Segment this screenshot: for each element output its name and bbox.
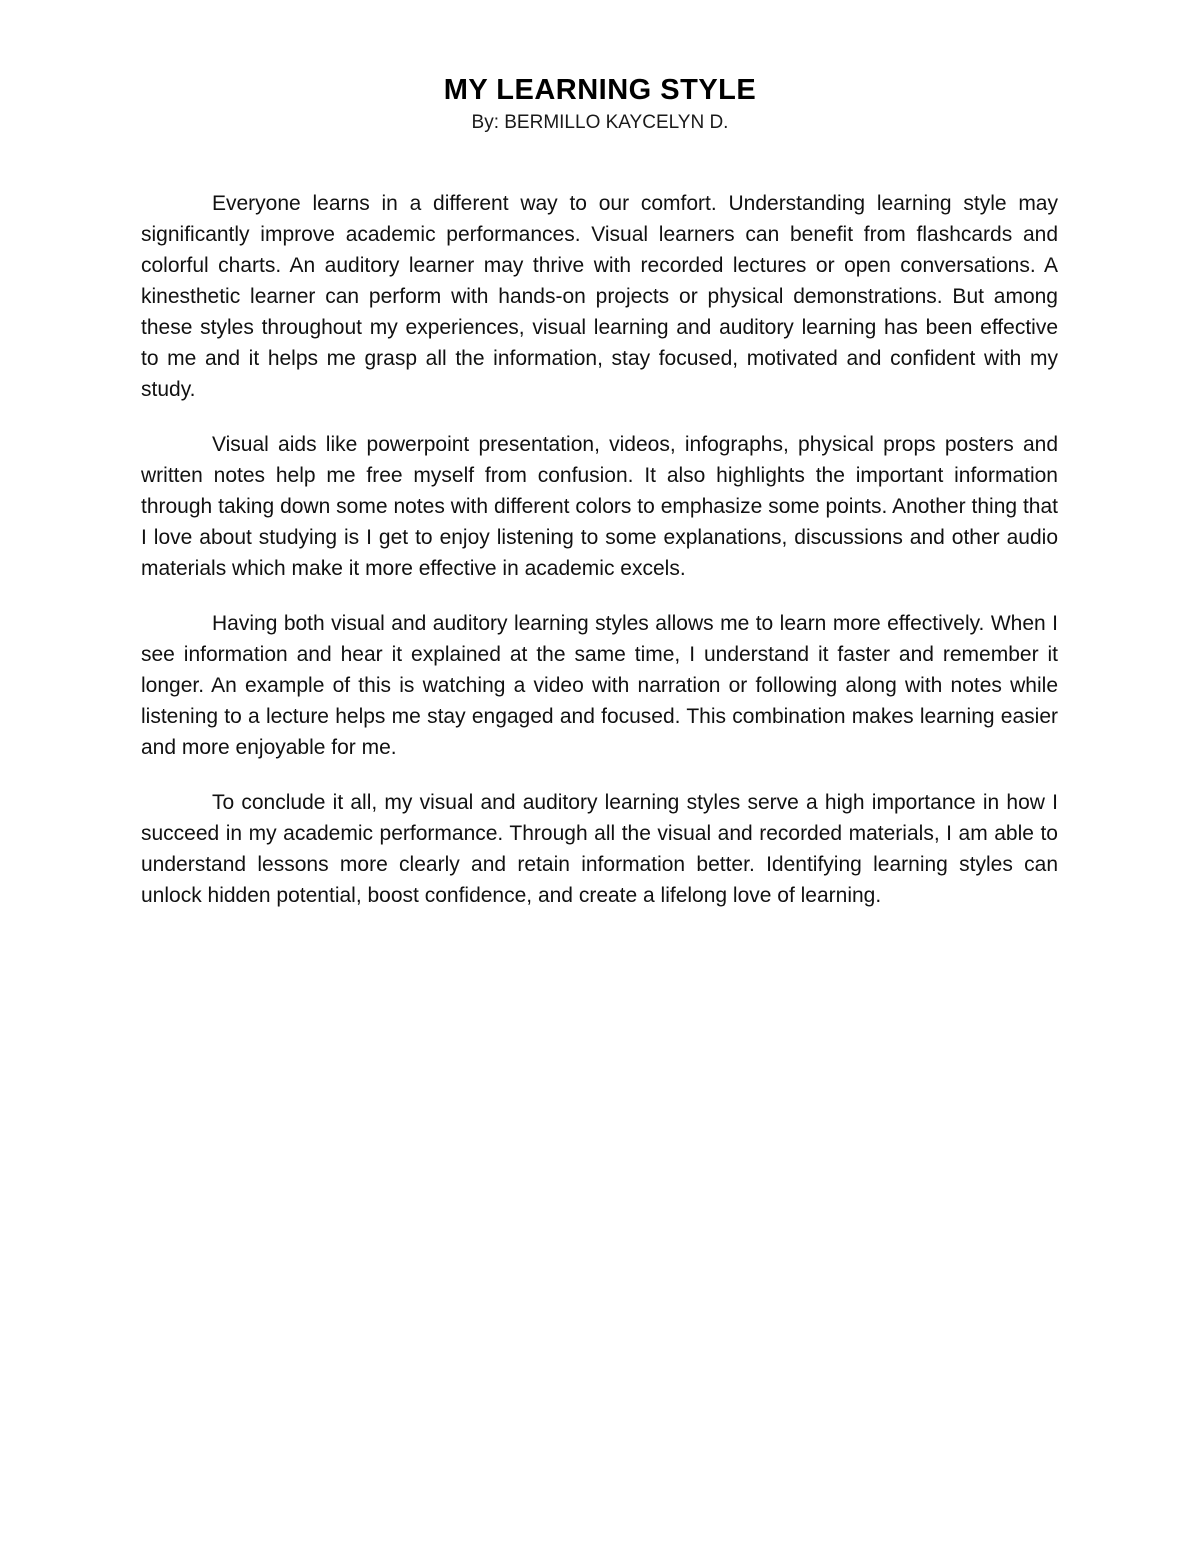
paragraph-2: Visual aids like powerpoint presentation, videos, infographs, physical props posters and written notes help me free myself from confusion. It also highlights the important information through taking down some notes with different colors to emphasize some points. Another thing that I love about studying is I get to enjoy listening to some explanations, discussions and other audio materials which make it more effective in academic excels. xyxy=(141,433,1058,580)
paragraph-4: To conclude it all, my visual and auditory learning styles serve a high importance in how I succeed in my academic performance. Through all the visual and recorded materials, I am able to understand lessons more clearly and retain information better. Identifying learning styles can unlock hidden potential, boost confidence, and create a lifelong love of learning. xyxy=(141,791,1058,907)
paragraph-3: Having both visual and auditory learning styles allows me to learn more effectively. When I see information and hear it explained at the same time, I understand it faster and remember it longer. An example of this is watching a video with narration or following along with notes while listening to a lecture helps me stay engaged and focused. This combination makes learning easier and more enjoyable for me. xyxy=(141,612,1058,759)
paragraph-1: Everyone learns in a different way to our comfort. Understanding learning style may significantly improve academic performances. Visual learners can benefit from flashcards and colorful charts. An auditory learner may thrive with recorded lectures or open conversations. A kinesthetic learner can perform with hands-on projects or physical demonstrations. But among these styles throughout my experiences, visual learning and auditory learning has been effective to me and it helps me grasp all the information, stay focused, motivated and confident with my study. xyxy=(141,192,1058,401)
document-body xyxy=(141,188,1058,935)
author-byline: By: BERMILLO KAYCELYN D. xyxy=(471,112,729,133)
document-header xyxy=(0,72,1200,136)
document-title: MY LEARNING STYLE xyxy=(443,74,757,106)
